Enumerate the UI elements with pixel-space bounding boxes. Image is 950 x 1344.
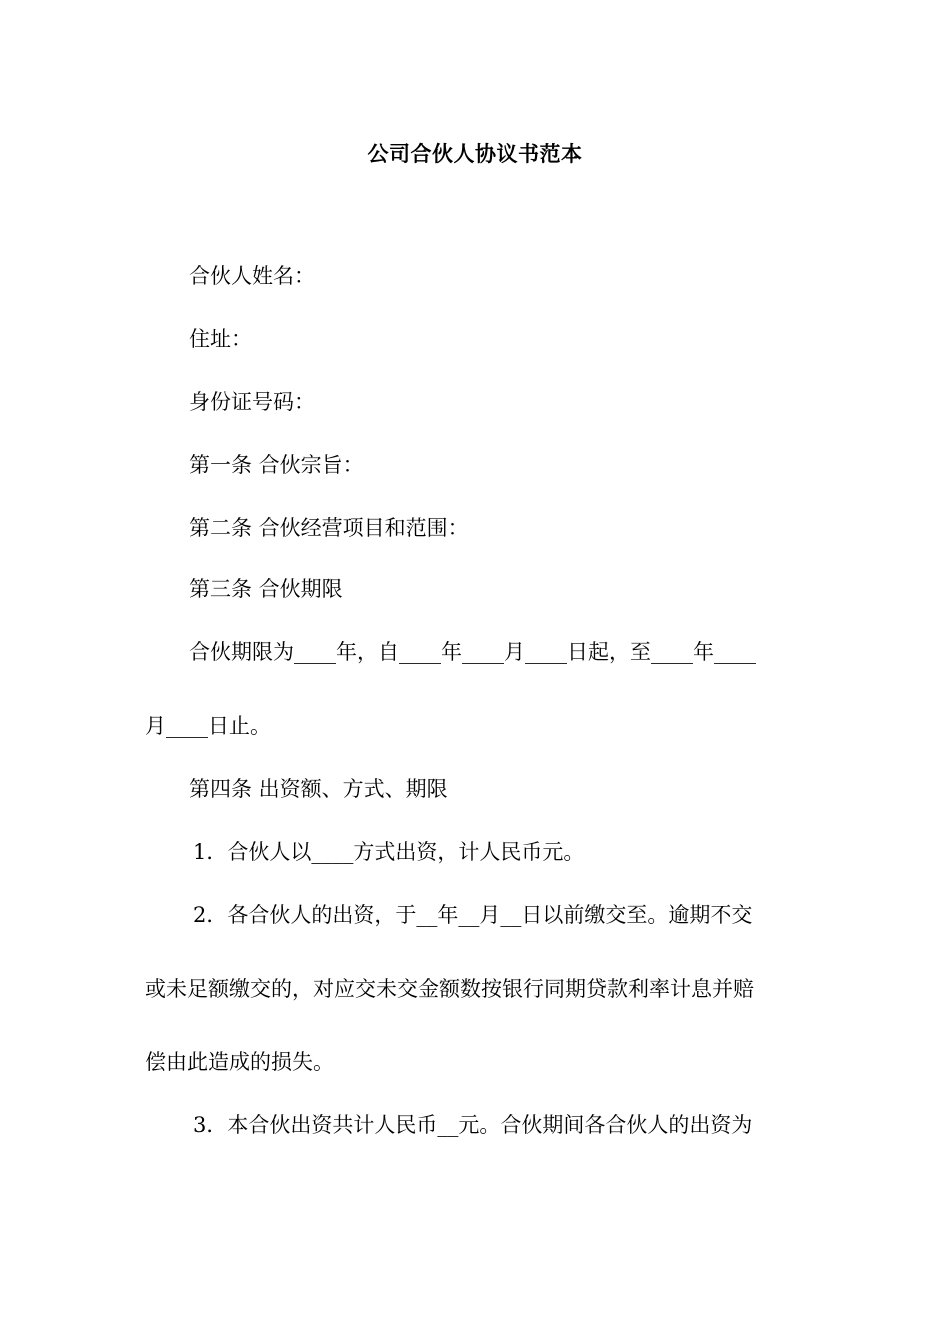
clause-2-line-3: 偿由此造成的损失。 [145, 1050, 334, 1074]
clause-1-line: 1．合伙人以____方式出资，计人民币元。 [193, 840, 585, 864]
clause-2-line-1: 2．各合伙人的出资，于__年__月__日以前缴交至。逾期不交 [193, 903, 753, 927]
partner-name-line: 合伙人姓名： [189, 264, 315, 288]
clause-2-line-2: 或未足额缴交的，对应交未交金额数按银行同期贷款利率计息并赔 [145, 977, 754, 1001]
article-2-heading: 第二条 合伙经营项目和范围： [189, 516, 469, 540]
term-paragraph-line-1: 合伙期限为____年，自____年____月____日起，至____年____ [189, 640, 756, 664]
document-title: 公司合伙人协议书范本 [367, 141, 583, 166]
article-1-heading: 第一条 合伙宗旨： [189, 453, 364, 477]
article-4-heading: 第四条 出资额、方式、期限 [189, 777, 448, 801]
article-3-heading: 第三条 合伙期限 [189, 577, 343, 601]
address-line: 住址： [189, 327, 252, 351]
term-paragraph-line-2: 月____日止。 [145, 714, 271, 738]
clause-3-line-1: 3．本合伙出资共计人民币__元。合伙期间各合伙人的出资为 [193, 1113, 753, 1137]
id-number-line: 身份证号码： [189, 390, 315, 414]
